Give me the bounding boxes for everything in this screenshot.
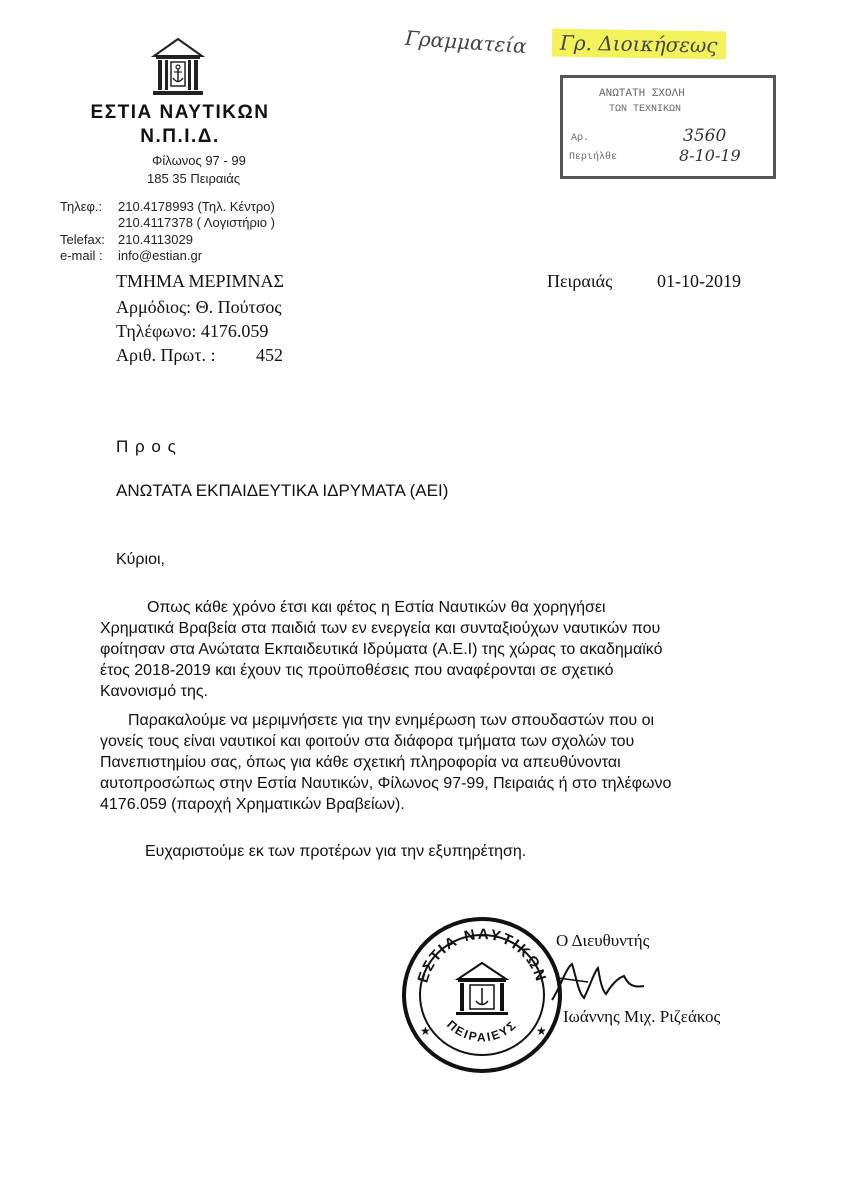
department-phone: Τηλέφωνο: 4176.059 (116, 321, 269, 341)
stamp-line-1: ΑΝΩΤΑΤΗ ΣΧΟΛΗ (599, 88, 685, 100)
official-seal-icon (400, 915, 564, 1075)
paragraph-2-line-2: γονείς τους είναι ναυτικοί και φοιτούν στα διάφορα τμήματα των σχολών του (100, 733, 635, 750)
org-name: ΕΣΤΙΑ ΝΑΥΤΙΚΩΝ (90, 102, 270, 123)
fax-number: 210.4113029 (118, 232, 193, 247)
letter-date: 01-10-2019 (657, 271, 741, 291)
email-address: info@estian.gr (118, 248, 203, 263)
stamp-line-2: ΤΩΝ ΤΕΧΝΙΚΩΝ (609, 104, 682, 115)
org-subtitle: Ν.Π.Ι.Δ. (140, 126, 220, 147)
stamp-line-3-value: 3560 (683, 126, 727, 146)
paragraph-1-line-5: Κανονισμό της. (100, 683, 208, 700)
paragraph-2-line-5: 4176.059 (παροχή Χρηματικών Βραβείων). (100, 796, 405, 813)
handwritten-note-2: Γρ. Διοικήσεως (552, 28, 726, 59)
closing-line: Ευχαριστούμε εκ των προτέρων για την εξυπηρέτηση. (145, 843, 527, 860)
estia-logo-icon (148, 36, 208, 98)
responsible-person: Αρμόδιος: Θ. Πούτσος (116, 297, 282, 317)
handwritten-note-1: Γραμματεία (404, 25, 528, 59)
paragraph-2-line-4: αυτοπροσώπως στην Εστία Ναυτικών, Φίλωνος 97-99, Πειραιάς ή στο τηλέφωνο (100, 775, 672, 792)
protocol-label: Αριθ. Πρωτ. : (116, 345, 216, 365)
department-name: ΤΜΗΜΑ ΜΕΡΙΜΝΑΣ (116, 271, 284, 291)
svg-text:★: ★ (420, 1024, 431, 1038)
phone-2: 210.4117378 ( Λογιστήριο ) (118, 215, 275, 230)
director-signature-icon (548, 958, 648, 1008)
director-role: Ο Διευθυντής (556, 931, 650, 950)
recipient-name: ΑΝΩΤΑΤΑ ΕΚΠΑΙΔΕΥΤΙΚΑ ΙΔΡΥΜΑΤΑ (ΑΕΙ) (116, 481, 449, 500)
svg-text:ΠΕΙΡΑΙΕΥΣ: ΠΕΙΡΑΙΕΥΣ (444, 1017, 520, 1045)
paragraph-1-line-2: Χρηματικά Βραβεία στα παιδιά των εν ενεργεία και συνταξιούχων ναυτικών που (100, 620, 661, 637)
email-label: e-mail : (60, 248, 103, 263)
received-stamp (560, 75, 776, 179)
phone-label: Τηλεφ.: (60, 199, 103, 214)
svg-text:ΕΣΤΙΑ ΝΑΥΤΙΚΩΝ: ΕΣΤΙΑ ΝΑΥΤΙΚΩΝ (414, 925, 550, 985)
address-line-1: Φίλωνος 97 - 99 (152, 153, 246, 168)
protocol-number: 452 (256, 345, 283, 365)
paragraph-1-line-3: φοίτησαν στα Ανώτατα Εκπαιδευτικά Ιδρύματα (Α.Ε.Ι) της χώρας το ακαδημαϊκό (100, 641, 663, 658)
letter-place: Πειραιάς (547, 271, 613, 291)
address-line-2: 185 35 Πειραιάς (147, 171, 241, 186)
paragraph-1-line-1: Οπως κάθε χρόνο έτσι και φέτος η Εστία Ναυτικών θα χορηγήσει (147, 599, 606, 616)
director-name: Ιωάννης Μιχ. Ριζεάκος (563, 1007, 721, 1026)
paragraph-2-line-1: Παρακαλούμε να μεριμνήσετε για την ενημέρωση των σπουδαστών που οι (128, 712, 655, 729)
stamp-line-3-label: Αρ. (571, 133, 590, 144)
stamp-line-4-value: 8-10-19 (679, 146, 741, 165)
recipient-to: Π ρ ο ς (116, 437, 177, 456)
fax-label: Telefax: (60, 232, 105, 247)
salutation: Κύριοι, (116, 551, 165, 568)
svg-text:★: ★ (536, 1024, 547, 1038)
stamp-line-4-label: Περιήλθε (569, 152, 618, 163)
paragraph-1-line-4: έτος 2018-2019 και έχουν τις προϋποθέσεις που αναφέρονται σε σχετικό (100, 662, 614, 679)
paragraph-2-line-3: Πανεπιστημίου σας, όπως για κάθε σχετική πληροφορία να απευθύνονται (100, 754, 621, 771)
phone-1: 210.4178993 (Τηλ. Κέντρο) (118, 199, 275, 214)
